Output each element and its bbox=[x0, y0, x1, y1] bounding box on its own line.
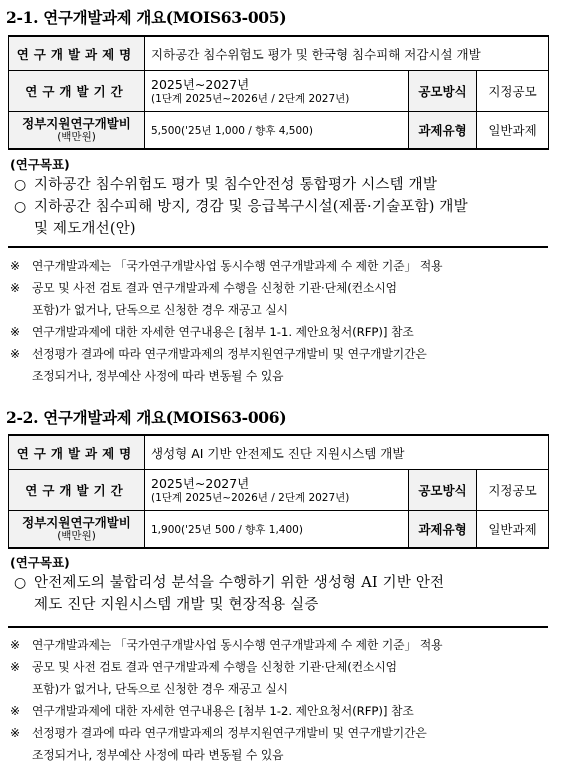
table-row bbox=[9, 112, 549, 150]
value-method: 지정공모 bbox=[477, 470, 549, 511]
label-type: 과제유형 bbox=[409, 112, 477, 150]
value-budget: 5,500('25년 1,000 / 향후 4,500) bbox=[145, 112, 409, 150]
label-budget-unit: (백만원) bbox=[57, 131, 96, 143]
label-budget bbox=[9, 511, 145, 549]
research-goals bbox=[8, 156, 548, 240]
value-period bbox=[145, 71, 409, 112]
label-type: 과제유형 bbox=[409, 511, 477, 549]
table-row bbox=[9, 36, 549, 71]
reference-mark-icon: ※ bbox=[10, 726, 20, 740]
note-item: ※ 공모 및 사전 검토 결과 연구개발과제 수행을 신청한 기관·단체(컨소시엄 포함)가 없거나, 단독으로 신청한 경우 재공고 실시 bbox=[10, 277, 556, 321]
notes bbox=[10, 255, 556, 387]
note-item: ※ 선정평가 결과에 따라 연구개발과제의 정부지원연구개발비 및 연구개발기간은 조정되거나, 정부예산 사정에 따라 변동될 수 있음 bbox=[10, 343, 556, 387]
goal-item: ○ 지하공간 침수피해 방지, 경감 및 응급복구시설(제품·기술포함) 개발 및 제도개선(안) bbox=[8, 196, 548, 240]
reference-mark-icon: ※ bbox=[10, 281, 20, 295]
table-row bbox=[9, 435, 549, 470]
notes bbox=[10, 634, 556, 766]
value-period bbox=[145, 470, 409, 511]
section-title: 2-1. 연구개발과제 개요(MOIS63-005) bbox=[6, 8, 287, 27]
circle-bullet-icon: ○ bbox=[14, 199, 27, 215]
value-type: 일반과제 bbox=[477, 112, 549, 150]
label-budget bbox=[9, 112, 145, 150]
project-info-table bbox=[8, 434, 549, 549]
value-project-name: 생성형 AI 기반 안전제도 진단 지원시스템 개발 bbox=[145, 435, 549, 470]
label-method: 공모방식 bbox=[409, 470, 477, 511]
label-budget-main: 정부지원연구개발비 bbox=[22, 116, 131, 131]
period-range: 2025년~2027년 bbox=[151, 76, 250, 92]
note-item: ※ 공모 및 사전 검토 결과 연구개발과제 수행을 신청한 기관·단체(컨소시엄 포함)가 없거나, 단독으로 신청한 경우 재공고 실시 bbox=[10, 656, 556, 700]
label-budget-unit: (백만원) bbox=[57, 530, 96, 542]
reference-mark-icon: ※ bbox=[10, 259, 20, 273]
label-period: 연구개발기간 bbox=[9, 470, 145, 511]
period-range: 2025년~2027년 bbox=[151, 475, 250, 491]
research-goals bbox=[8, 554, 548, 616]
reference-mark-icon: ※ bbox=[10, 347, 20, 361]
label-budget-main: 정부지원연구개발비 bbox=[22, 515, 131, 530]
table-row bbox=[9, 470, 549, 511]
circle-bullet-icon: ○ bbox=[14, 575, 27, 591]
goal-item: ○ 안전제도의 불합리성 분석을 수행하기 위한 생성형 AI 기반 안전 제도 진단 지원시스템 개발 및 현장적용 실증 bbox=[8, 572, 548, 616]
goal-label: (연구목표) bbox=[10, 157, 70, 172]
divider bbox=[8, 246, 548, 248]
value-type: 일반과제 bbox=[477, 511, 549, 549]
divider bbox=[8, 626, 548, 628]
label-period: 연구개발기간 bbox=[9, 71, 145, 112]
project-info-table bbox=[8, 35, 549, 150]
circle-bullet-icon: ○ bbox=[14, 177, 27, 193]
table-row bbox=[9, 511, 549, 549]
goal-label: (연구목표) bbox=[10, 555, 70, 570]
reference-mark-icon: ※ bbox=[10, 638, 20, 652]
note-item: ※ 연구개발과제에 대한 자세한 연구내용은 [첨부 1-2. 제안요청서(RFP)] 참조 bbox=[10, 700, 556, 722]
period-stages: (1단계 2025년~2026년 / 2단계 2027년) bbox=[151, 491, 350, 504]
goal-item: ○ 지하공간 침수위험도 평가 및 침수안전성 통합평가 시스템 개발 bbox=[8, 174, 548, 196]
label-method: 공모방식 bbox=[409, 71, 477, 112]
section-title: 2-2. 연구개발과제 개요(MOIS63-006) bbox=[6, 408, 287, 427]
period-stages: (1단계 2025년~2026년 / 2단계 2027년) bbox=[151, 92, 350, 105]
label-project-name: 연구개발과제명 bbox=[9, 36, 145, 71]
note-item: ※ 연구개발과제는 「국가연구개발사업 동시수행 연구개발과제 수 제한 기준」 적용 bbox=[10, 255, 556, 277]
reference-mark-icon: ※ bbox=[10, 704, 20, 718]
reference-mark-icon: ※ bbox=[10, 660, 20, 674]
value-budget: 1,900('25년 500 / 향후 1,400) bbox=[145, 511, 409, 549]
label-project-name: 연구개발과제명 bbox=[9, 435, 145, 470]
note-item: ※ 연구개발과제는 「국가연구개발사업 동시수행 연구개발과제 수 제한 기준」 적용 bbox=[10, 634, 556, 656]
note-item: ※ 연구개발과제에 대한 자세한 연구내용은 [첨부 1-1. 제안요청서(RFP)] 참조 bbox=[10, 321, 556, 343]
note-item: ※ 선정평가 결과에 따라 연구개발과제의 정부지원연구개발비 및 연구개발기간은 조정되거나, 정부예산 사정에 따라 변동될 수 있음 bbox=[10, 722, 556, 766]
reference-mark-icon: ※ bbox=[10, 325, 20, 339]
value-method: 지정공모 bbox=[477, 71, 549, 112]
table-row bbox=[9, 71, 549, 112]
value-project-name: 지하공간 침수위험도 평가 및 한국형 침수피해 저감시설 개발 bbox=[145, 36, 549, 71]
